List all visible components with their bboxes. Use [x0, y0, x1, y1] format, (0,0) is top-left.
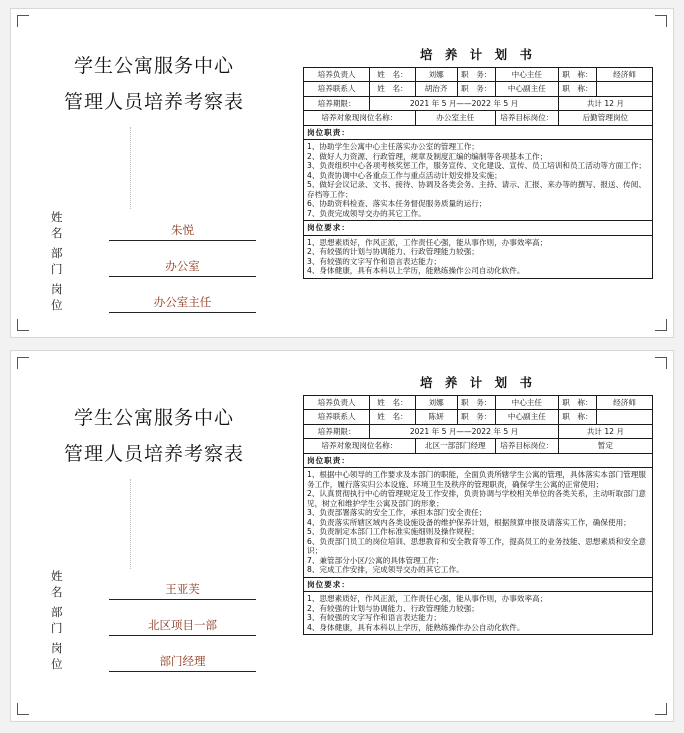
period-value: 2021 年 5 月——2022 年 5 月 — [370, 96, 558, 110]
cover-fields — [51, 210, 256, 322]
cover-divider — [130, 127, 131, 209]
crop-mark-icon — [655, 319, 667, 331]
table-row — [304, 439, 653, 453]
goal-post-value: 暂定 — [558, 439, 652, 453]
list-item: 6、协助资料检查、落实本任务督促服务质量的运行； — [307, 199, 487, 209]
requirement-list — [304, 592, 653, 635]
period-total: 共计 12 月 — [558, 96, 652, 110]
partner-name: 胡治齐 — [415, 82, 457, 96]
table-row — [304, 410, 653, 424]
field-post-row — [51, 282, 256, 313]
field-name-value: 朱悦 — [109, 222, 256, 241]
list-item: 3、负责组织中心各项考核奖惩工作，服务宣传、文化建设、宣传、员工培训和员工活动等方面工作； — [307, 161, 646, 171]
title-label: 职 称： — [558, 396, 596, 410]
duty-label: 职 务： — [457, 396, 495, 410]
table-row — [304, 140, 653, 221]
field-dept-row — [51, 246, 256, 277]
goal-post-label: 培养目标岗位： — [495, 111, 558, 125]
list-item: 1、协助学生公寓中心主任落实办公室的管理工作； — [307, 142, 479, 152]
cover-title-line2: 管理人员培养考察表 — [63, 443, 244, 465]
table-row — [304, 82, 653, 96]
period-label: 培养期限： — [304, 424, 370, 438]
crop-mark-icon — [655, 15, 667, 27]
table-row — [304, 424, 653, 438]
cover-section — [11, 351, 289, 721]
leader-title: 经济师 — [597, 396, 653, 410]
field-name-row — [51, 569, 256, 600]
list-item: 5、负责制定本部门工作标准实施细则及操作规程； — [307, 527, 479, 537]
partner-title — [597, 82, 653, 96]
field-name-row — [51, 210, 256, 241]
name-label: 姓 名： — [370, 82, 415, 96]
table-row — [304, 111, 653, 125]
leader-name: 刘娜 — [415, 396, 457, 410]
partner-name: 陈妍 — [415, 410, 457, 424]
list-item: 3、负责部署落实的安全工作，承担本部门安全责任； — [307, 508, 487, 518]
field-dept-row — [51, 605, 256, 636]
table-row — [304, 453, 653, 467]
list-item: 3、有较强的文字写作和语言表达能力； — [307, 613, 441, 623]
duty-header: 岗位职责： — [304, 453, 653, 467]
list-item: 4、负责协调中心各重点工作与重点活动计划安排及实施； — [307, 170, 502, 180]
field-name-value: 王亚芙 — [109, 581, 256, 600]
leader-label: 培养负责人 — [304, 68, 370, 82]
table-row — [304, 235, 653, 278]
list-item: 4、身体健康，具有本科以上学历，能熟练操作公司自动化软件。 — [307, 266, 525, 276]
cover-title-line1: 学生公寓服务中心 — [73, 407, 234, 429]
table-row — [304, 468, 653, 577]
form-title: 培 养 计 划 书 — [420, 375, 536, 390]
table-row — [304, 125, 653, 139]
field-post-value: 部门经理 — [109, 653, 256, 672]
plan-form-2 — [303, 373, 653, 635]
table-row — [304, 577, 653, 591]
cover-section — [11, 9, 289, 337]
goal-post-value: 后勤管理岗位 — [558, 111, 652, 125]
title-label: 职 称： — [558, 82, 596, 96]
field-post-label: 岗 位 — [51, 641, 101, 671]
duty-header: 岗位职责： — [304, 125, 653, 139]
list-item: 1、根据中心领导的工作要求及本部门的职能，全面负责所辖学生公寓的管理，具体落实本部门管理服务工作，履行落实归公本设施、环境卫生及秩序的管理职责，确保学生公寓的正常使用； — [307, 470, 646, 489]
field-dept-label: 部 门 — [51, 246, 101, 276]
list-item: 1、思想素质好，作风正派，工作责任心强，能从事作则，办事效率高； — [307, 237, 548, 247]
period-label: 培养期限： — [304, 96, 370, 110]
list-item: 4、负责落实所辖区域内各类设施设备的维护保养计划，根据预算申报及请落实工作，确保使用； — [307, 517, 631, 527]
period-value: 2021 年 5 月——2022 年 5 月 — [370, 424, 558, 438]
field-name-label: 姓 名 — [51, 569, 101, 599]
leader-title: 经济师 — [597, 68, 653, 82]
field-dept-value: 办公室 — [109, 258, 256, 277]
field-dept-value: 北区项目一部 — [109, 617, 256, 636]
current-post-value: 北区一部部门经理 — [415, 439, 495, 453]
plan-form-1 — [303, 45, 653, 279]
form-title: 培 养 计 划 书 — [420, 47, 536, 62]
list-item: 3、有较强的文字写作和语言表达能力； — [307, 256, 441, 266]
table-row — [304, 68, 653, 82]
current-post-label: 培养对象现岗位名称： — [304, 111, 416, 125]
crop-mark-icon — [655, 357, 667, 369]
current-post-label: 培养对象现岗位名称： — [304, 439, 416, 453]
field-post-label: 岗 位 — [51, 282, 101, 312]
document-page-1 — [10, 8, 674, 338]
field-name-label: 姓 名 — [51, 210, 101, 240]
leader-name: 刘娜 — [415, 68, 457, 82]
leader-duty: 中心主任 — [495, 396, 558, 410]
requirement-list — [304, 235, 653, 278]
list-item: 2、认真贯彻执行中心的管理规定及工作安排，负责协调与学校相关单位的各类关系，主动听取部门意见，树立和维护学生公寓及部门的形象； — [307, 489, 646, 508]
field-post-row — [51, 641, 256, 672]
name-label: 姓 名： — [370, 396, 415, 410]
crop-mark-icon — [655, 703, 667, 715]
partner-title — [597, 410, 653, 424]
plan-table — [303, 395, 653, 635]
period-total: 共计 12 月 — [558, 424, 652, 438]
list-item: 5、做好会议记录、文书、接待、协调及各类会务、主持、请示、汇报、来办等的撰写、报送、传阅、存档等工作； — [307, 180, 646, 199]
requirement-header: 岗位要求： — [304, 221, 653, 235]
list-item: 1、思想素质好，作风正派，工作责任心强，能从事作则，办事效率高； — [307, 594, 548, 604]
table-row — [304, 221, 653, 235]
list-item: 7、兼管部分小区/公寓的具体管理工作； — [307, 555, 444, 565]
name-label: 姓 名： — [370, 410, 415, 424]
list-item: 2、有较强的计划与协调能力、行政管理能力较强； — [307, 247, 479, 257]
list-item: 8、完成工作安排，完成领导交办的其它工作。 — [307, 565, 464, 575]
leader-duty: 中心主任 — [495, 68, 558, 82]
field-post-value: 办公室主任 — [109, 294, 256, 313]
leader-label: 培养负责人 — [304, 396, 370, 410]
field-dept-label: 部 门 — [51, 605, 101, 635]
duty-label: 职 务： — [457, 82, 495, 96]
duty-label: 职 务： — [457, 68, 495, 82]
current-post-value: 办公室主任 — [415, 111, 495, 125]
list-item: 4、身体健康，具有本科以上学历，能熟练操作办公自动化软件。 — [307, 622, 525, 632]
title-label: 职 称： — [558, 68, 596, 82]
list-item: 7、负责完成领导交办的其它工作。 — [307, 208, 426, 218]
table-row — [304, 592, 653, 635]
list-item: 2、有较强的计划与协调能力、行政管理能力较强； — [307, 603, 479, 613]
requirement-header: 岗位要求： — [304, 577, 653, 591]
document-page-2 — [10, 350, 674, 722]
title-label: 职 称： — [558, 410, 596, 424]
cover-fields — [51, 569, 256, 681]
duty-list — [304, 140, 653, 221]
name-label: 姓 名： — [370, 68, 415, 82]
cover-divider — [130, 479, 131, 569]
cover-title-line1: 学生公寓服务中心 — [73, 55, 234, 77]
duty-label: 职 务： — [457, 410, 495, 424]
duty-list — [304, 468, 653, 577]
list-item: 6、负责部门员工的岗位培训、思想教育和安全教育等工作，提高员工的业务技能、思想素质和安全意识； — [307, 536, 646, 556]
partner-duty: 中心副主任 — [495, 410, 558, 424]
table-row — [304, 396, 653, 410]
partner-label: 培养联系人 — [304, 82, 370, 96]
partner-duty: 中心副主任 — [495, 82, 558, 96]
partner-label: 培养联系人 — [304, 410, 370, 424]
cover-title-line2: 管理人员培养考察表 — [63, 91, 244, 113]
table-row — [304, 96, 653, 110]
plan-table — [303, 67, 653, 279]
list-item: 2、做好人力资源、行政管理，规章及制度汇编的编制等各项基本工作； — [307, 151, 548, 161]
goal-post-label: 培养目标岗位： — [495, 439, 558, 453]
